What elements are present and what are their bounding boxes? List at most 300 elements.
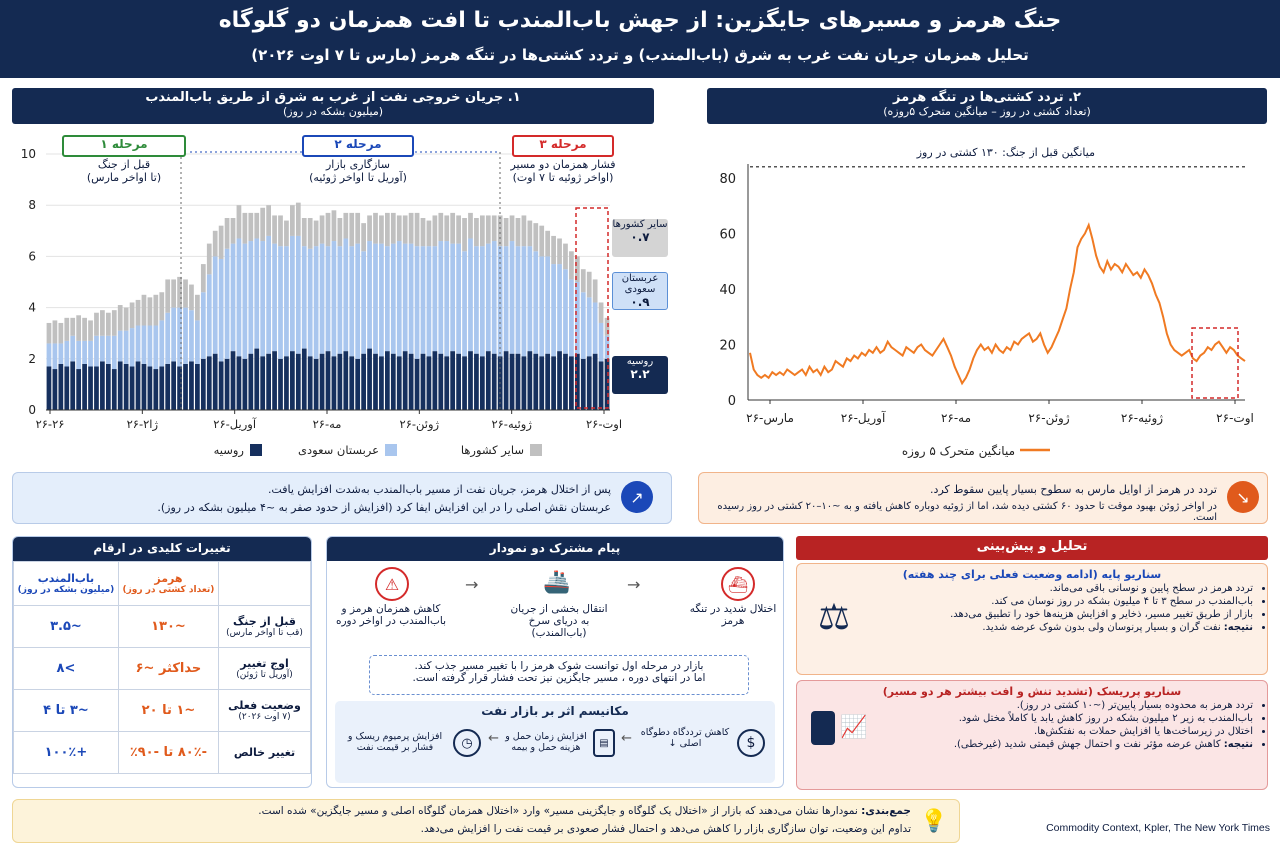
chart-up-icon: 📈 xyxy=(840,714,868,740)
bar-saudi xyxy=(409,244,414,354)
bar-russia xyxy=(385,351,390,410)
y-tick-label: 2 xyxy=(28,351,36,366)
row-sub: (آوریل تا ژوئن) xyxy=(236,670,293,680)
row-bab-value: ~۳.۵ xyxy=(14,606,119,648)
bar-russia xyxy=(421,354,426,410)
bar-saudi xyxy=(332,241,337,356)
row-bab-value: +۱۰۰٪ xyxy=(14,732,119,774)
ship-ban-icon: ⛴ xyxy=(721,567,755,601)
bar-others xyxy=(492,215,497,241)
dollar-icon: $ xyxy=(737,729,765,757)
bar-saudi xyxy=(462,251,467,356)
bar-russia xyxy=(130,366,135,410)
bar-russia xyxy=(533,354,538,410)
right-panel-title: ۲. تردد کشتی‌ها در تنگه هرمز xyxy=(893,90,1081,105)
bar-russia xyxy=(148,366,153,410)
bar-others xyxy=(94,313,99,336)
bar-saudi xyxy=(106,336,111,364)
legend-label: میانگین متحرک ۵ روزه xyxy=(901,444,1015,458)
common-message-title: پیام مشترک دو نمودار xyxy=(489,541,621,555)
bar-others xyxy=(248,213,253,241)
bar-others xyxy=(278,215,283,246)
bar-others xyxy=(308,218,313,249)
bar-saudi xyxy=(432,246,437,351)
bar-saudi xyxy=(367,241,372,349)
col-hormuz-label: هرمز xyxy=(154,572,183,585)
bar-russia xyxy=(189,361,194,410)
phase-3-desc-line2: (اواخر ژوئیه تا ۷ اوت) xyxy=(512,171,614,184)
bar-russia xyxy=(527,351,532,410)
row-label: تغییر خالص xyxy=(233,746,296,759)
left-note xyxy=(12,472,672,524)
bar-russia xyxy=(551,356,556,410)
key-table xyxy=(13,561,311,774)
bar-russia xyxy=(219,361,224,410)
clock-icon: ◷ xyxy=(453,729,481,757)
result-text: کاهش عرضه مؤثر نفت و احتمال جهش قیمتی شدید (غیرخطی). xyxy=(953,739,1221,750)
bar-russia xyxy=(332,356,337,410)
bar-saudi xyxy=(314,246,319,359)
bar-others xyxy=(332,210,337,241)
bar-others xyxy=(498,215,503,246)
y-tick-label: 40 xyxy=(719,282,736,298)
bar-saudi xyxy=(70,336,75,362)
table-row xyxy=(14,732,311,774)
bar-saudi xyxy=(338,246,343,354)
row-label: وضعیت فعلی xyxy=(228,699,301,712)
footer-line1-text: نمودارها نشان می‌دهند که بازار از «اختلال یک گلوگاه و جایگزینی مسیر» وارد «اختلال همزمان گلوگاه اصلی و مسیر جایگزین» شده است. xyxy=(258,805,858,817)
phase-1-desc-line1: قبل از جنگ xyxy=(97,158,151,171)
bar-saudi xyxy=(159,320,164,366)
warning-icon: ⚠ xyxy=(375,567,409,601)
bar-others xyxy=(504,218,509,246)
x-tick-label: ۲۶-۲ژا xyxy=(126,417,159,431)
legend-swatch xyxy=(250,444,262,456)
list-item: • باب‌المندب در سطح ۳ تا ۴ میلیون بشکه در روز نوسان می کند. xyxy=(797,596,1253,607)
right-note xyxy=(698,472,1268,524)
hormuz-line-chart xyxy=(705,128,1270,468)
key-table-col-bab xyxy=(14,562,119,606)
bar-russia xyxy=(569,356,574,410)
tanker-icon: 🚢 xyxy=(543,569,571,595)
bar-saudi xyxy=(148,326,153,367)
bar-others xyxy=(545,231,550,257)
bar-saudi xyxy=(76,341,81,369)
bar-russia xyxy=(444,356,449,410)
y-tick-label: 0 xyxy=(28,403,36,417)
list-item xyxy=(797,622,1253,633)
bar-saudi xyxy=(551,264,556,356)
callout-russia-value: ۲.۲ xyxy=(630,367,650,381)
bar-saudi xyxy=(153,326,158,370)
bar-others xyxy=(189,285,194,311)
bar-saudi xyxy=(415,246,420,359)
bar-others xyxy=(462,218,467,251)
x-tick-label: آوریل-۲۶ xyxy=(840,411,886,425)
result-text: نفت گران و بسیار پرنوسان ولی بدون شوک عرضه شدید. xyxy=(982,622,1221,633)
bar-saudi xyxy=(343,238,348,351)
bar-russia xyxy=(492,354,497,410)
bar-others xyxy=(201,264,206,292)
bar-others xyxy=(403,215,408,243)
col-bab-label: باب‌المندب xyxy=(37,572,95,585)
bar-saudi xyxy=(100,336,105,362)
bar-russia xyxy=(231,351,236,410)
ref-line-label: میانگین قبل از جنگ: ۱۳۰ کشتی در روز xyxy=(916,146,1095,159)
recent-highlight-box xyxy=(1192,328,1238,398)
summary-line1: بازار در مرحله اول توانست شوک هرمز را با تغییر مسیر جذب کند. xyxy=(414,660,704,672)
bar-saudi xyxy=(207,274,212,356)
bar-saudi xyxy=(47,343,52,366)
bar-others xyxy=(225,218,230,249)
bar-others xyxy=(231,218,236,244)
analysis-title: تحلیل و پیش‌بینی xyxy=(796,536,1268,560)
bar-others xyxy=(599,302,604,322)
phase-1-desc-line2: (تا اواخر مارس) xyxy=(86,171,162,184)
bar-others xyxy=(58,323,63,343)
bar-others xyxy=(70,318,75,336)
bar-others xyxy=(474,218,479,246)
bar-saudi xyxy=(183,308,188,364)
bar-russia xyxy=(290,351,295,410)
bar-russia xyxy=(373,354,378,410)
bar-others xyxy=(171,279,176,307)
bar-saudi xyxy=(124,331,129,364)
bar-others xyxy=(219,226,224,259)
left-note-line1: پس از اختلال هرمز، جریان نفت از مسیر باب‌المندب به‌شدت افزایش یافت. xyxy=(267,483,611,496)
bar-saudi xyxy=(82,341,87,364)
bar-saudi xyxy=(373,244,378,354)
bar-russia xyxy=(545,354,550,410)
bar-others xyxy=(355,213,360,244)
mech-3-text: افزایش پرمیوم ریسک و فشار بر قیمت نفت xyxy=(347,731,443,753)
bar-others xyxy=(527,221,532,247)
bar-russia xyxy=(165,364,170,410)
bar-others xyxy=(569,251,574,279)
bar-russia xyxy=(308,356,313,410)
bar-russia xyxy=(486,351,491,410)
bar-others xyxy=(510,215,515,241)
bar-saudi xyxy=(421,246,426,354)
bar-others xyxy=(195,295,200,321)
bar-saudi xyxy=(88,341,93,367)
bar-russia xyxy=(53,369,58,410)
bar-saudi xyxy=(260,241,265,356)
summary-box xyxy=(369,655,749,695)
list-item: • تردد هرمز در سطح پایین و نوسانی باقی می‌ماند. xyxy=(797,583,1253,594)
col-bab-unit: (میلیون بشکه در روز) xyxy=(17,585,115,595)
bar-saudi xyxy=(349,246,354,356)
right-panel-header xyxy=(707,88,1267,124)
bar-others xyxy=(522,215,527,246)
bar-russia xyxy=(213,354,218,410)
bar-saudi xyxy=(379,244,384,357)
bar-russia xyxy=(248,354,253,410)
bar-saudi xyxy=(219,259,224,361)
bar-russia xyxy=(237,356,242,410)
list-item: • تردد هرمز به محدوده بسیار پایین‌تر (~۱۰ کشتی در روز). xyxy=(797,700,1253,711)
phase-2-desc-line2: (آوریل تا اواخر ژوئیه) xyxy=(309,171,407,184)
bar-russia xyxy=(539,356,544,410)
legend-swatch xyxy=(385,444,397,456)
legend-label: روسیه xyxy=(213,443,244,457)
bar-saudi xyxy=(302,246,307,348)
bar-russia xyxy=(278,359,283,410)
bar-saudi xyxy=(563,269,568,353)
bar-saudi xyxy=(320,244,325,354)
legend-label: سایر کشورها xyxy=(460,443,524,457)
bar-russia xyxy=(124,364,129,410)
bar-saudi xyxy=(599,323,604,361)
bar-saudi xyxy=(522,246,527,356)
bar-saudi xyxy=(225,249,230,359)
callout-russia xyxy=(612,356,668,394)
bar-russia xyxy=(338,354,343,410)
result-label: نتیجه: xyxy=(1223,622,1253,633)
bar-others xyxy=(302,218,307,246)
bar-others xyxy=(153,295,158,326)
col-hormuz-unit: (تعداد کشتی در روز) xyxy=(122,585,215,595)
key-table-title: تغییرات کلیدی در ارقام xyxy=(93,541,231,555)
bar-russia xyxy=(593,354,598,410)
bar-others xyxy=(486,215,491,243)
bar-russia xyxy=(64,366,69,410)
bar-saudi xyxy=(326,246,331,351)
page-title: جنگ هرمز و مسیرهای جایگزین: از جهش باب‌المندب تا افت همزمان دو گلوگاه xyxy=(218,8,1062,33)
arrow-icon: → xyxy=(627,575,641,594)
bar-russia xyxy=(456,354,461,410)
bar-saudi xyxy=(385,246,390,351)
oil-barrel-icon xyxy=(811,711,835,745)
bar-others xyxy=(427,221,432,247)
bar-others xyxy=(557,238,562,264)
result-label: نتیجه: xyxy=(1223,739,1253,750)
x-tick-label: اوت-۲۶ xyxy=(585,417,623,431)
footer-summary xyxy=(12,799,960,843)
callout-others-label: سایر کشورها xyxy=(612,219,668,230)
row-hormuz-value: ~۱ تا ۲۰ xyxy=(118,690,218,732)
barrel-icon: ▤ xyxy=(593,729,615,757)
bar-saudi xyxy=(118,331,123,362)
bar-russia xyxy=(355,359,360,410)
row-hormuz-value: حداکثر ~۶ xyxy=(118,648,218,690)
phase-2-desc-line1: سازگاری بازار xyxy=(326,158,390,171)
footer-line1 xyxy=(258,805,911,817)
bar-russia xyxy=(415,359,420,410)
bar-saudi xyxy=(278,246,283,359)
bar-saudi xyxy=(427,246,432,356)
bar-saudi xyxy=(391,244,396,354)
bar-saudi xyxy=(201,292,206,359)
bar-russia xyxy=(302,349,307,410)
left-note-line2: عربستان نقش اصلی را در این افزایش ایفا کرد (افزایش از حدود صفر به ~۴ میلیون بشکه در روز). xyxy=(157,501,611,514)
bar-saudi xyxy=(284,246,289,356)
x-tick-label: ژوئیه-۲۶ xyxy=(1120,411,1164,425)
bar-others xyxy=(254,213,259,239)
bar-saudi xyxy=(450,244,455,352)
y-tick-label: 60 xyxy=(719,227,736,243)
right-note-line1: تردد در هرمز از اوایل مارس به سطوح بسیار پایین سقوط کرد. xyxy=(930,483,1217,496)
callout-others xyxy=(612,219,668,257)
bar-others xyxy=(213,231,218,257)
bar-russia xyxy=(361,354,366,410)
bar-others xyxy=(391,213,396,244)
bar-russia xyxy=(599,361,604,410)
bar-russia xyxy=(153,369,158,410)
bar-others xyxy=(373,213,378,244)
bar-others xyxy=(165,279,170,312)
bar-saudi xyxy=(533,251,538,353)
bar-others xyxy=(183,279,188,307)
bar-saudi xyxy=(142,326,147,364)
x-tick-label: ۲۶-۲۶ xyxy=(35,417,65,431)
bar-others xyxy=(53,320,58,343)
bar-russia xyxy=(432,351,437,410)
bar-saudi xyxy=(94,336,99,367)
bar-russia xyxy=(343,351,348,410)
bar-others xyxy=(468,213,473,239)
bar-others xyxy=(88,320,93,340)
key-table-panel xyxy=(12,536,312,788)
bar-russia xyxy=(112,369,117,410)
bar-russia xyxy=(243,359,248,410)
bar-saudi xyxy=(195,320,200,364)
bar-others xyxy=(272,215,277,243)
bar-others xyxy=(47,323,52,343)
row-label: اوج تغییر xyxy=(240,657,289,670)
bar-others xyxy=(243,213,248,244)
x-tick-label: مه-۲۶ xyxy=(940,411,972,425)
phase-1-box: مرحله ۱ xyxy=(62,135,186,157)
bar-saudi xyxy=(510,241,515,354)
trend-up-icon: ↗ xyxy=(621,481,653,513)
callout-saudi-label: عربستان سعودی xyxy=(621,273,659,295)
bar-saudi xyxy=(581,292,586,359)
y-tick-label: 10 xyxy=(20,147,36,161)
bar-russia xyxy=(391,354,396,410)
y-tick-label: 6 xyxy=(28,249,36,264)
step-2-text: انتقال بخشی از جریان به دریای سرخ (باب‌المندب) xyxy=(510,603,608,639)
common-message-panel xyxy=(326,536,784,788)
bar-others xyxy=(266,205,271,236)
bar-others xyxy=(432,215,437,246)
bar-russia xyxy=(94,366,99,410)
bar-saudi xyxy=(254,238,259,348)
bar-russia xyxy=(118,361,123,410)
bar-saudi xyxy=(308,249,313,357)
row-bab-value: ~۳ تا ۴ xyxy=(14,690,119,732)
bar-russia xyxy=(70,361,75,410)
bar-others xyxy=(338,218,343,246)
bar-russia xyxy=(557,351,562,410)
risk-scenario-box xyxy=(796,680,1268,790)
bar-saudi xyxy=(64,341,69,367)
bar-others xyxy=(444,215,449,241)
bar-russia xyxy=(47,366,52,410)
bar-others xyxy=(320,215,325,243)
bar-others xyxy=(118,305,123,331)
summary-line2: اما در انتهای دوره ، مسیر جایگزین نیز تحت فشار قرار گرفته است. xyxy=(412,672,706,684)
x-tick-label: مه-۲۶ xyxy=(312,417,342,431)
bar-russia xyxy=(379,356,384,410)
bar-russia xyxy=(326,351,331,410)
bar-others xyxy=(207,244,212,275)
bar-saudi xyxy=(397,241,402,356)
base-scenario-title: سناریو پایه (ادامه وضعیت فعلی برای چند هفته) xyxy=(902,568,1162,581)
bar-russia xyxy=(462,356,467,410)
bar-others xyxy=(516,218,521,246)
bar-others xyxy=(456,215,461,243)
bar-saudi xyxy=(53,343,58,369)
bar-saudi xyxy=(165,313,170,364)
bar-saudi xyxy=(296,236,301,354)
bar-others xyxy=(142,295,147,326)
bar-russia xyxy=(468,351,473,410)
header-banner xyxy=(0,0,1280,78)
bar-saudi xyxy=(438,241,443,354)
bar-saudi xyxy=(516,246,521,354)
bar-saudi xyxy=(456,244,461,354)
bar-others xyxy=(260,208,265,241)
bar-others xyxy=(581,269,586,292)
table-row xyxy=(14,606,311,648)
bar-russia xyxy=(272,351,277,410)
mech-2-text: افزایش زمان حمل و هزینه حمل و بیمه xyxy=(505,731,587,753)
bar-others xyxy=(76,315,81,341)
series-line-moving-average xyxy=(750,225,1245,383)
bar-saudi xyxy=(112,336,117,369)
bar-saudi xyxy=(587,297,592,356)
x-tick-label: آوریل-۲۶ xyxy=(213,417,257,431)
bar-others xyxy=(314,221,319,247)
mechanism-box xyxy=(335,701,775,783)
left-panel-subtitle: (میلیون بشکه در روز) xyxy=(283,105,383,118)
row-sub: (۷ اوت ۲۰۲۶) xyxy=(238,712,291,722)
bar-saudi xyxy=(468,238,473,351)
phase-3-desc-line1: فشار همزمان دو مسیر xyxy=(510,158,616,171)
phase-3-box: مرحله ۳ xyxy=(512,135,614,157)
right-note-line2: در اواخر ژوئن بهبود موقت تا حدود ۶۰ کشتی دیده شد، اما از ژوئیه دوباره کاهش یافته و به ~۱۰–۲۰ کشتی در روز رسیده است. xyxy=(717,501,1217,523)
bar-saudi xyxy=(539,256,544,356)
bar-saudi xyxy=(248,241,253,354)
table-row xyxy=(14,648,311,690)
bar-russia xyxy=(225,359,230,410)
row-hormuz-value: ~۱۳۰ xyxy=(118,606,218,648)
bar-russia xyxy=(320,354,325,410)
bar-others xyxy=(551,236,556,264)
step-1-text: اختلال شدید در تنگه هرمز xyxy=(689,603,777,627)
bar-saudi xyxy=(213,256,218,353)
bar-others xyxy=(284,221,289,247)
bar-russia xyxy=(522,356,527,410)
bar-others xyxy=(136,300,141,326)
bar-saudi xyxy=(593,302,598,353)
key-table-col-hormuz xyxy=(118,562,218,606)
bar-others xyxy=(148,297,153,325)
bar-others xyxy=(385,213,390,246)
bar-others xyxy=(343,213,348,239)
x-tick-label: ژوئن-۲۶ xyxy=(1028,411,1070,425)
bar-saudi xyxy=(361,251,366,353)
bar-saudi xyxy=(231,244,236,352)
bar-others xyxy=(539,226,544,257)
phase-1-desc xyxy=(50,158,198,184)
bar-saudi xyxy=(243,244,248,359)
bar-russia xyxy=(159,366,164,410)
right-panel-subtitle: (تعداد کشتی در روز – میانگین متحرک ۵روزه) xyxy=(883,105,1091,118)
source-text: Commodity Context, Kpler, The New York Times xyxy=(1046,822,1270,834)
arrow-icon: ← xyxy=(621,731,632,746)
